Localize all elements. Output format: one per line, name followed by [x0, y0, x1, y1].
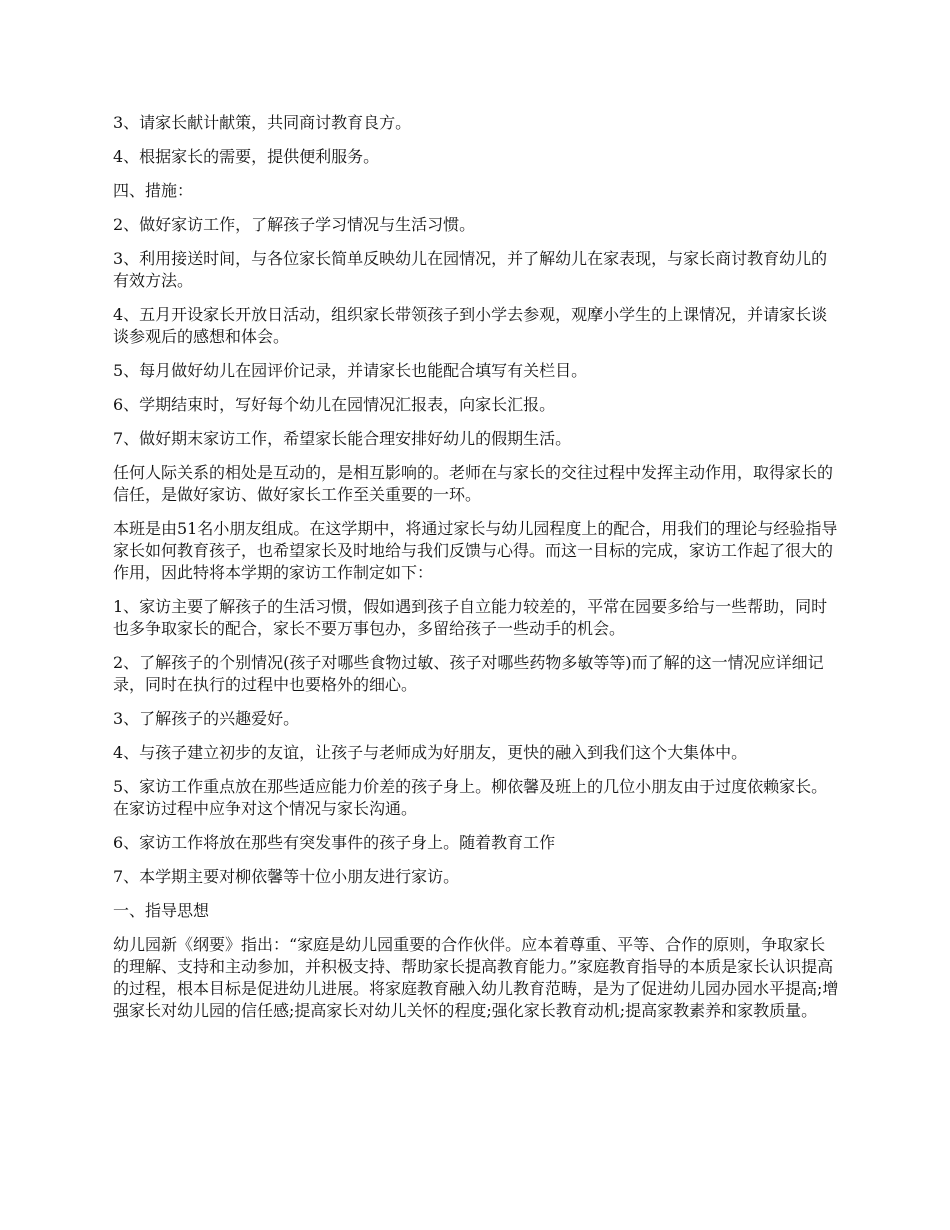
paragraph: 5、每月做好幼儿在园评价记录，并请家长也能配合填写有关栏目。	[113, 361, 588, 380]
paragraph: 7、做好期末家访工作，希望家长能合理安排好幼儿的假期生活。	[113, 429, 572, 448]
section-heading: 一、指导思想	[113, 901, 210, 920]
paragraph: 3、请家长献计献策，共同商讨教育良方。	[113, 113, 412, 132]
paragraph: 3、利用接送时间，与各位家长简单反映幼儿在园情况，并了解幼儿在家表现，与家长商讨教育幼儿的有效方法。	[113, 249, 828, 290]
paragraph: 3、了解孩子的兴趣爱好。	[113, 709, 300, 728]
paragraph: 任何人际关系的相处是互动的，是相互影响的。老师在与家长的交往过程中发挥主动作用，取得家长的信任，是做好家访、做好家长工作至关重要的一环。	[113, 463, 834, 504]
paragraph: 4、五月开设家长开放日活动，组织家长带领孩子到小学去参观，观摩小学生的上课情况，并请家长谈谈参观后的感想和体会。	[113, 305, 828, 346]
document-page	[113, 112, 841, 1034]
paragraph: 2、了解孩子的个别情况(孩子对哪些食物过敏、孩子对哪些药物多敏等等)而了解的这一情况应详细记录，同时在执行的过程中也要格外的细心。	[113, 653, 824, 694]
paragraph: 5、家访工作重点放在那些适应能力价差的孩子身上。柳依馨及班上的几位小朋友由于过度依赖家长。在家访过程中应争对这个情况与家长沟通。	[113, 777, 828, 818]
paragraph: 4、与孩子建立初步的友谊，让孩子与老师成为好朋友，更快的融入到我们这个大集体中。	[113, 743, 748, 762]
paragraph: 2、做好家访工作，了解孩子学习情况与生活习惯。	[113, 215, 476, 234]
paragraph: 本班是由51名小朋友组成。在这学期中，将通过家长与幼儿园程度上的配合，用我们的理论与经验指导家长如何教育孩子，也希望家长及时地给与我们反馈与心得。而这一目标的完成，家访工作起了很大的作用，因此特将本学期的家访工作制定如下：	[113, 519, 838, 582]
paragraph: 1、家访主要了解孩子的生活习惯，假如遇到孩子自立能力较差的，平常在园要多给与一些帮助，同时也多争取家长的配合，家长不要万事包办，多留给孩子一些动手的机会。	[113, 597, 828, 638]
paragraph: 6、学期结束时，写好每个幼儿在园情况汇报表，向家长汇报。	[113, 395, 556, 414]
paragraph: 7、本学期主要对柳依馨等十位小朋友进行家访。	[113, 867, 460, 886]
paragraph: 6、家访工作将放在那些有突发事件的孩子身上。随着教育工作	[113, 833, 556, 852]
section-heading: 四、措施：	[113, 181, 194, 200]
paragraph: 4、根据家长的需要，提供便利服务。	[113, 147, 380, 166]
paragraph: 幼儿园新《纲要》指出：“家庭是幼儿园重要的合作伙伴。应本着尊重、平等、合作的原则，争取家长的理解、支持和主动参加，并积极支持、帮助家长提高教育能力。”家庭教育指导的本质是家长认识提高的过程，根本目标是促进幼儿进展。将家庭教育融入幼儿教育范畴，是为了促进幼儿园办园水平提高;增强家长对幼儿园的信任感;提高家长对幼儿关怀的程度;强化家长教育动机;提高家教素养和家教质量。	[113, 935, 839, 1020]
